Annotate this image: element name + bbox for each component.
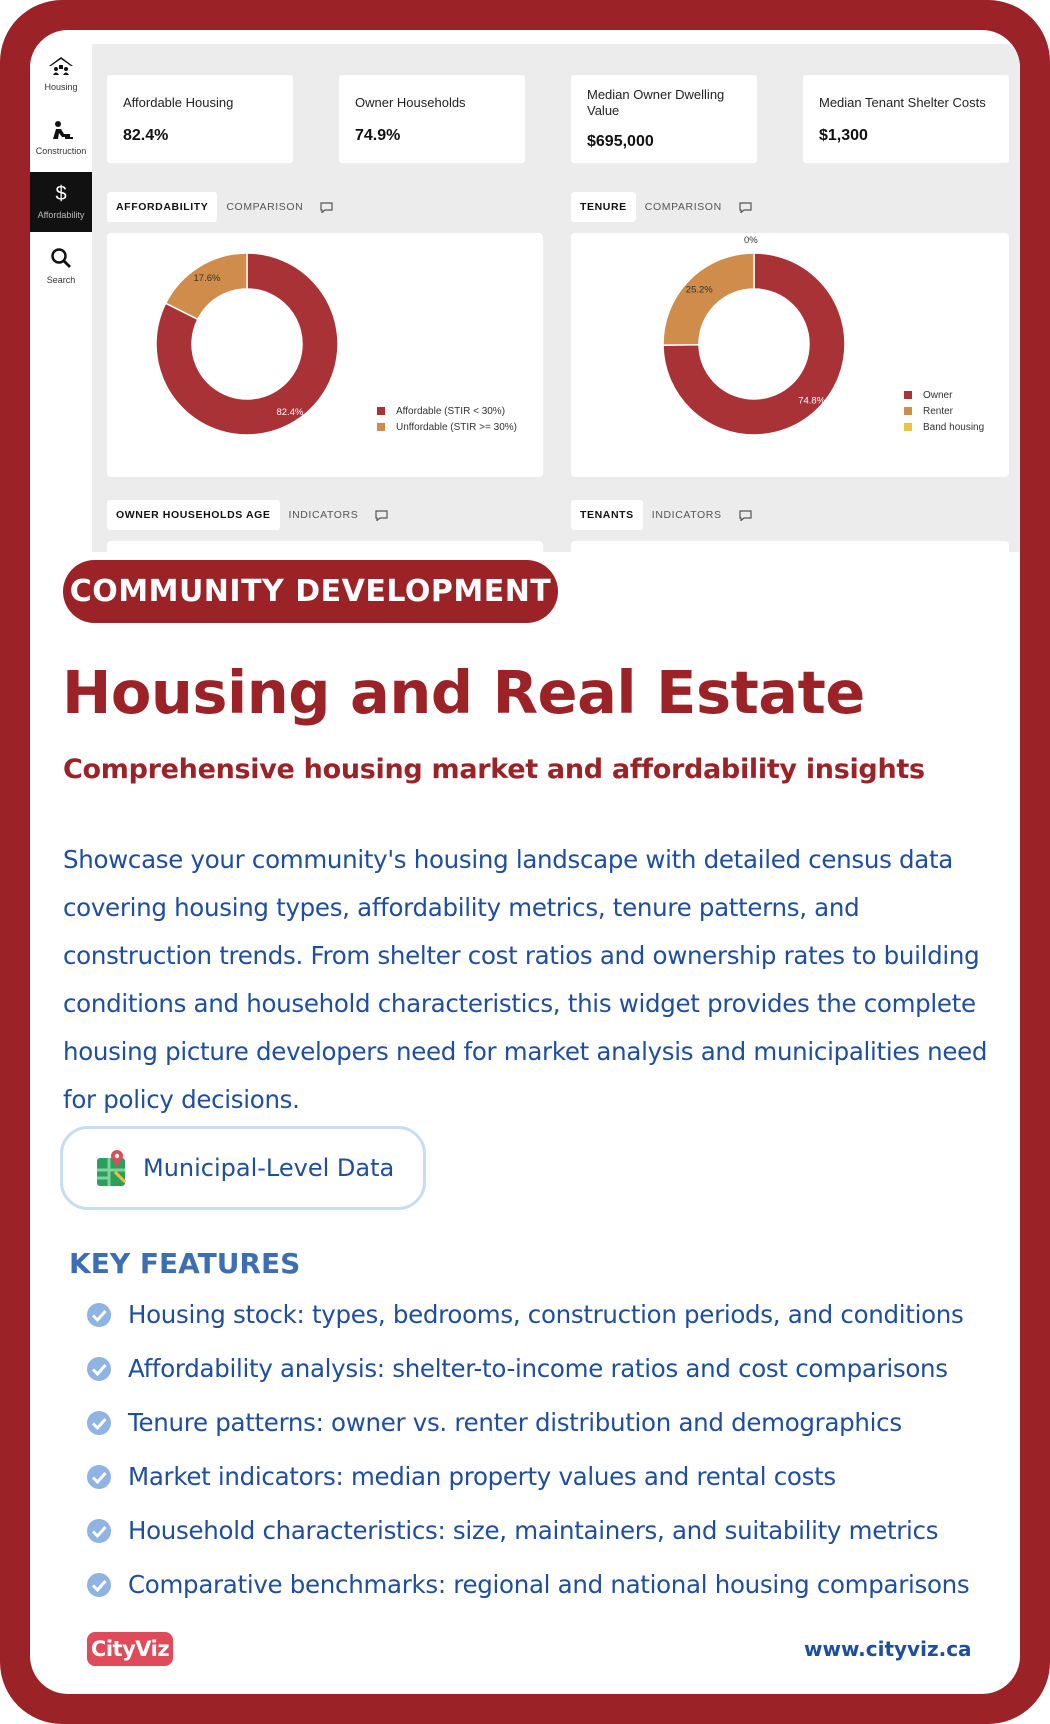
feature-text: Household characteristics: size, maintainers, and suitability metrics — [128, 1516, 939, 1545]
kpi-card-median-dwelling-value[interactable] — [571, 75, 757, 163]
check-circle-icon — [86, 1356, 112, 1382]
kpi-label: Median Owner Dwelling Value — [587, 87, 725, 118]
owner-age-tabbar — [107, 500, 388, 530]
sidebar-item-affordability[interactable] — [30, 172, 92, 232]
legend-item[interactable] — [904, 387, 984, 403]
slice-label: 74.8% — [798, 395, 826, 407]
kpi-label: Median Tenant Shelter Costs — [819, 95, 986, 110]
cityviz-logo[interactable]: CityViz — [87, 1632, 173, 1666]
legend-item[interactable] — [904, 403, 984, 419]
tenure-legend — [904, 387, 984, 435]
tab-indicators[interactable]: INDICATORS — [288, 509, 359, 521]
kpi-card-affordable-housing[interactable] — [107, 75, 293, 163]
tab-comparison[interactable]: COMPARISON — [644, 201, 722, 213]
affordability-chart-panel — [107, 233, 543, 477]
comment-icon[interactable] — [739, 202, 752, 213]
slice-label: 0% — [744, 235, 758, 246]
legend-swatch — [377, 407, 385, 415]
legend-label: Unffordable (STIR >= 30%) — [396, 421, 517, 433]
tenure-tabbar — [571, 192, 752, 222]
description: Showcase your community's housing landscape with detailed census data covering housing types, affordability metrics, tenure patterns, and construction trends. From shelter cost ratios and ownership rates to building conditions and household characteristics, this widget provides the complete housing picture developers need for market analysis and municipalities need for policy decisions. — [63, 845, 988, 1114]
check-circle-icon — [86, 1464, 112, 1490]
slice-label: 25.2% — [685, 284, 713, 296]
tab-tenure[interactable]: TENURE — [571, 192, 636, 222]
donut-slice[interactable] — [166, 253, 247, 319]
legend-swatch — [904, 407, 912, 415]
feature-item — [86, 1462, 836, 1491]
check-circle-icon — [86, 1410, 112, 1436]
kpi-value: 74.9% — [355, 127, 401, 144]
legend-label: Renter — [923, 405, 954, 417]
sidebar-item-label: Housing — [44, 82, 78, 92]
page-title: Housing and Real Estate — [62, 658, 865, 727]
tenure-donut-chart — [571, 233, 1009, 477]
kpi-value: $1,300 — [819, 127, 868, 144]
feature-item — [86, 1516, 938, 1545]
key-features-heading: KEY FEATURES — [69, 1247, 301, 1280]
housing-icon — [48, 56, 74, 76]
kpi-value: $695,000 — [587, 133, 654, 150]
kpi-value: 82.4% — [123, 127, 169, 144]
kpi-card-median-tenant-costs[interactable] — [803, 75, 1009, 163]
kpi-label: Affordable Housing — [123, 95, 234, 110]
feature-text: Affordability analysis: shelter-to-income ratios and cost comparisons — [128, 1354, 948, 1383]
legend-item[interactable] — [904, 419, 984, 435]
dashboard — [92, 44, 1020, 552]
feature-item — [86, 1354, 948, 1383]
legend-label: Owner — [923, 389, 953, 401]
page-subtitle: Comprehensive housing market and affordability insights — [63, 754, 925, 785]
sidebar-item-label: Search — [46, 275, 76, 285]
legend-swatch — [377, 423, 385, 431]
comment-icon[interactable] — [375, 510, 388, 521]
feature-text: Housing stock: types, bedrooms, construction periods, and conditions — [128, 1300, 964, 1329]
sidebar-item-label: Construction — [35, 146, 87, 156]
category-pill: COMMUNITY DEVELOPMENT — [63, 560, 558, 623]
municipal-data-badge — [60, 1126, 426, 1210]
feature-item — [86, 1408, 902, 1437]
search-icon — [50, 247, 72, 269]
legend-swatch — [904, 391, 912, 399]
dollar-icon: $ — [55, 183, 67, 205]
badge-label: Municipal-Level Data — [143, 1154, 395, 1182]
slice-label: 82.4% — [276, 407, 304, 419]
feature-text: Tenure patterns: owner vs. renter distribution and demographics — [128, 1408, 902, 1437]
tenants-panel — [571, 541, 1009, 571]
kpi-label: Owner Households — [355, 95, 466, 110]
website-link[interactable]: www.cityviz.ca — [804, 1637, 972, 1661]
comment-icon[interactable] — [739, 510, 752, 521]
feature-text: Market indicators: median property values and rental costs — [128, 1462, 836, 1491]
check-circle-icon — [86, 1302, 112, 1328]
tenure-chart-panel — [571, 233, 1009, 477]
feature-item — [86, 1300, 963, 1329]
affordability-tabbar — [107, 192, 333, 222]
sidebar-item-construction[interactable] — [30, 108, 92, 168]
legend-label: Band housing — [923, 421, 985, 433]
check-circle-icon — [86, 1518, 112, 1544]
affordability-donut-chart — [107, 233, 543, 477]
tab-comparison[interactable]: COMPARISON — [226, 201, 304, 213]
legend-item[interactable] — [377, 403, 517, 419]
map-pin-icon — [95, 1148, 129, 1188]
legend-label: Affordable (STIR < 30%) — [396, 405, 506, 417]
comment-icon[interactable] — [320, 202, 333, 213]
tab-affordability[interactable]: AFFORDABILITY — [107, 192, 217, 222]
legend-item[interactable] — [377, 419, 517, 435]
content-card — [30, 30, 1020, 1694]
kpi-card-owner-households[interactable] — [339, 75, 525, 163]
affordability-legend — [377, 403, 517, 435]
tab-tenants[interactable]: TENANTS — [571, 500, 643, 530]
check-circle-icon — [86, 1572, 112, 1598]
legend-swatch — [904, 423, 912, 431]
dashboard-screenshot — [30, 44, 1020, 552]
construction-icon — [48, 120, 74, 140]
sidebar-item-label: Affordability — [37, 210, 85, 220]
sidebar — [30, 44, 92, 534]
tab-indicators[interactable]: INDICATORS — [651, 509, 722, 521]
sidebar-item-search[interactable] — [30, 236, 92, 296]
feature-text: Comparative benchmarks: regional and national housing comparisons — [128, 1570, 970, 1599]
tenants-tabbar — [571, 500, 752, 530]
tab-owner-households-age[interactable]: OWNER HOUSEHOLDS AGE — [107, 500, 280, 530]
sidebar-item-housing[interactable] — [30, 44, 92, 104]
feature-item — [86, 1570, 969, 1599]
donut-slice[interactable] — [663, 253, 754, 345]
slice-label: 17.6% — [193, 272, 221, 284]
